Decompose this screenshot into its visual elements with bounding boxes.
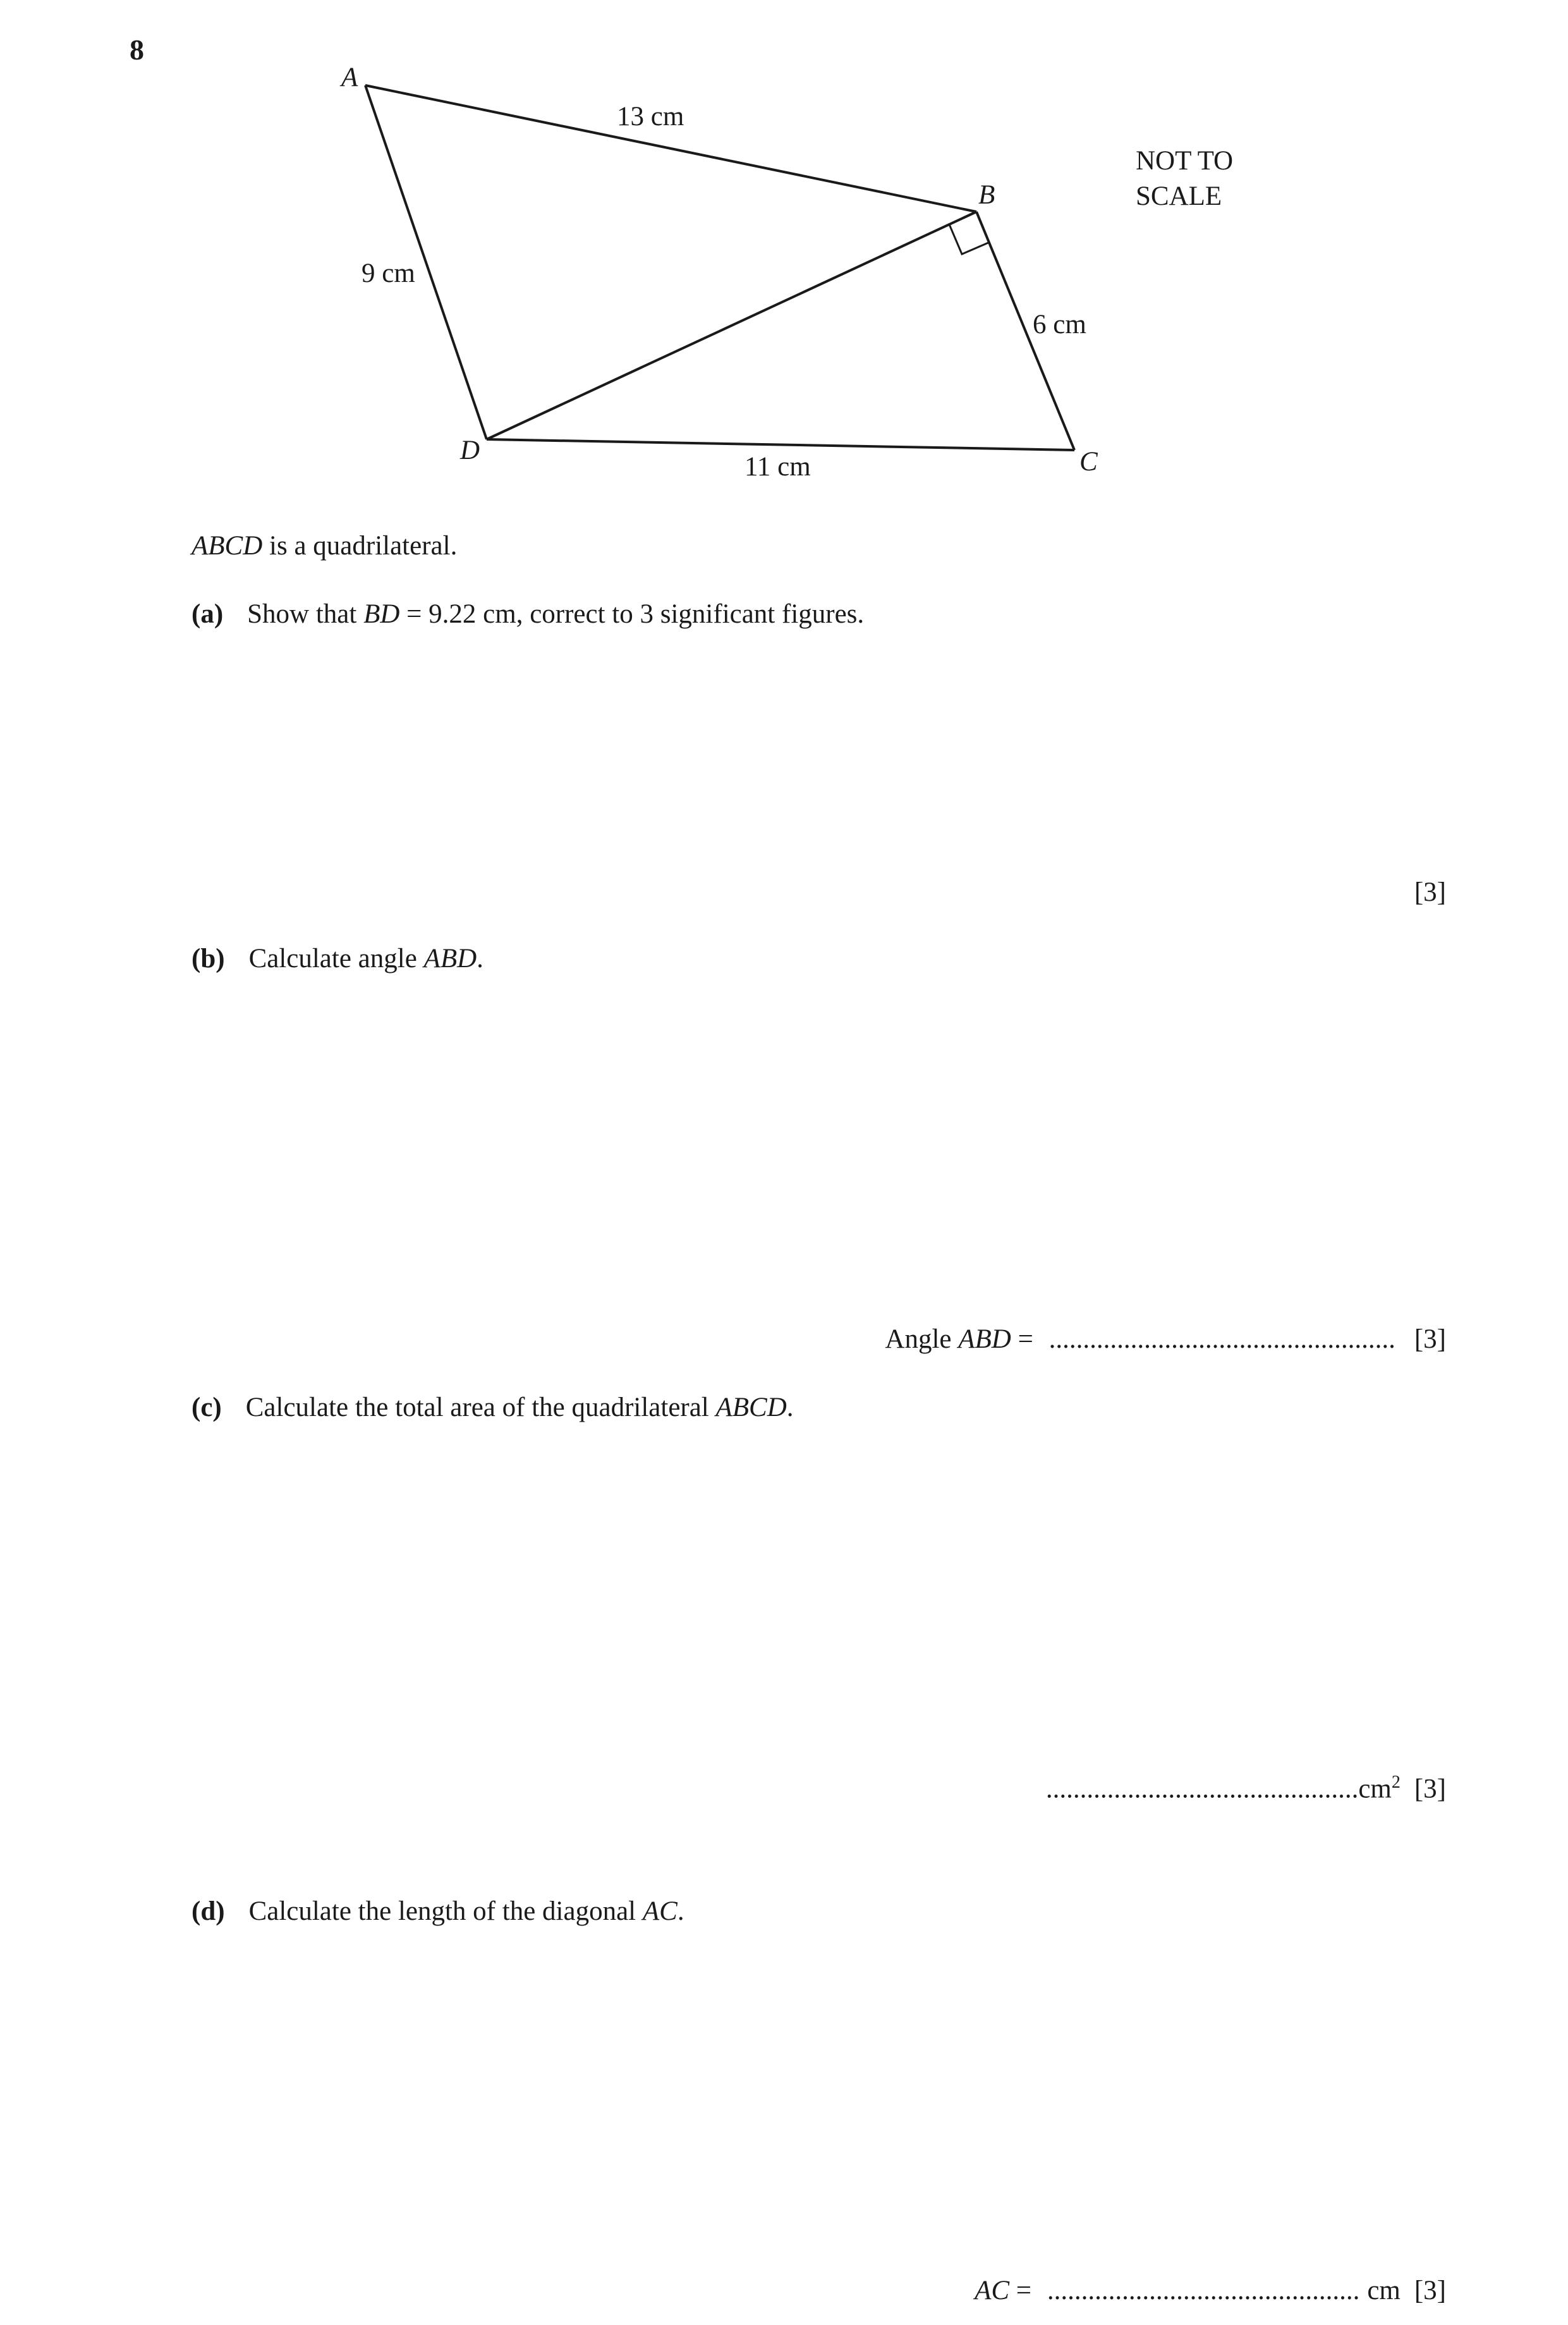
- part-b-answer-eq: =: [1011, 1324, 1040, 1354]
- vertex-label-d: D: [460, 436, 480, 465]
- part-c-answer-unit: cm: [1358, 1774, 1392, 1804]
- part-c-text-before: Calculate the total area of the quadrilateral: [245, 1393, 716, 1422]
- length-label-ad: 9 cm: [362, 259, 415, 288]
- length-label-ab: 13 cm: [617, 102, 684, 131]
- not-to-scale-line1: NOT TO: [1136, 146, 1234, 176]
- part-b-answer-prefix: Angle: [885, 1324, 959, 1354]
- part-d-label: (d): [191, 1896, 225, 1926]
- part-d-answer-var: AC: [975, 2276, 1010, 2305]
- part-c-marks: [3]: [1414, 1774, 1446, 1804]
- vertex-label-a: A: [341, 63, 358, 92]
- intro-text: is a quadrilateral.: [262, 531, 458, 561]
- length-label-bc: 6 cm: [1033, 310, 1086, 339]
- intro-statement: [191, 532, 457, 559]
- part-c-answer-dots[interactable]: ..............................................: [1045, 1774, 1359, 1804]
- part-a-text-before: Show that: [247, 599, 364, 629]
- part-b-label: (b): [191, 944, 225, 973]
- part-a-marks: [3]: [1414, 877, 1446, 907]
- diagonal-bd: [487, 212, 976, 439]
- part-b-var: ABD: [423, 944, 477, 973]
- part-c-answer-unit-sup: 2: [1391, 1773, 1401, 1792]
- part-b-text-before: Calculate angle: [248, 944, 424, 973]
- vertex-label-b: B: [978, 180, 995, 210]
- part-a-prompt: [191, 601, 864, 628]
- part-b-marks: [3]: [1414, 1324, 1446, 1354]
- part-c-prompt: [191, 1394, 794, 1421]
- part-c-label: (c): [191, 1393, 222, 1422]
- part-a-label: (a): [191, 599, 224, 629]
- not-to-scale-line2: SCALE: [1136, 181, 1222, 211]
- part-c-var: ABCD: [715, 1393, 787, 1422]
- length-label-dc: 11 cm: [744, 452, 811, 482]
- part-d-text-after: .: [677, 1896, 684, 1926]
- part-d-var: AC: [642, 1896, 678, 1926]
- part-a-text-after: = 9.22 cm, correct to 3 significant figures.: [399, 599, 865, 629]
- vertex-label-c: C: [1079, 447, 1098, 477]
- part-d-answer-line: [975, 2277, 1446, 2304]
- part-d-answer-eq: =: [1009, 2276, 1038, 2305]
- part-a-var: BD: [363, 599, 400, 629]
- part-c-text-after: .: [786, 1393, 794, 1422]
- side-dc: [487, 439, 1074, 450]
- part-b-answer-dots[interactable]: ...................................................: [1048, 1324, 1395, 1354]
- part-b-answer-var: ABD: [958, 1324, 1011, 1354]
- quadrilateral-diagram: [0, 0, 1568, 506]
- part-d-answer-unit: cm: [1367, 2276, 1401, 2305]
- part-b-prompt: [191, 945, 483, 972]
- intro-shape-name: ABCD: [191, 531, 263, 561]
- part-d-text-before: Calculate the length of the diagonal: [248, 1896, 643, 1926]
- part-d-prompt: [191, 1898, 684, 1925]
- part-c-answer-line: [1046, 1774, 1446, 1802]
- part-b-answer-line: [885, 1326, 1446, 1353]
- question-number: 8: [130, 34, 144, 66]
- part-b-text-after: .: [477, 944, 483, 973]
- part-d-answer-dots[interactable]: ..............................................: [1047, 2276, 1360, 2305]
- part-d-marks: [3]: [1414, 2276, 1446, 2305]
